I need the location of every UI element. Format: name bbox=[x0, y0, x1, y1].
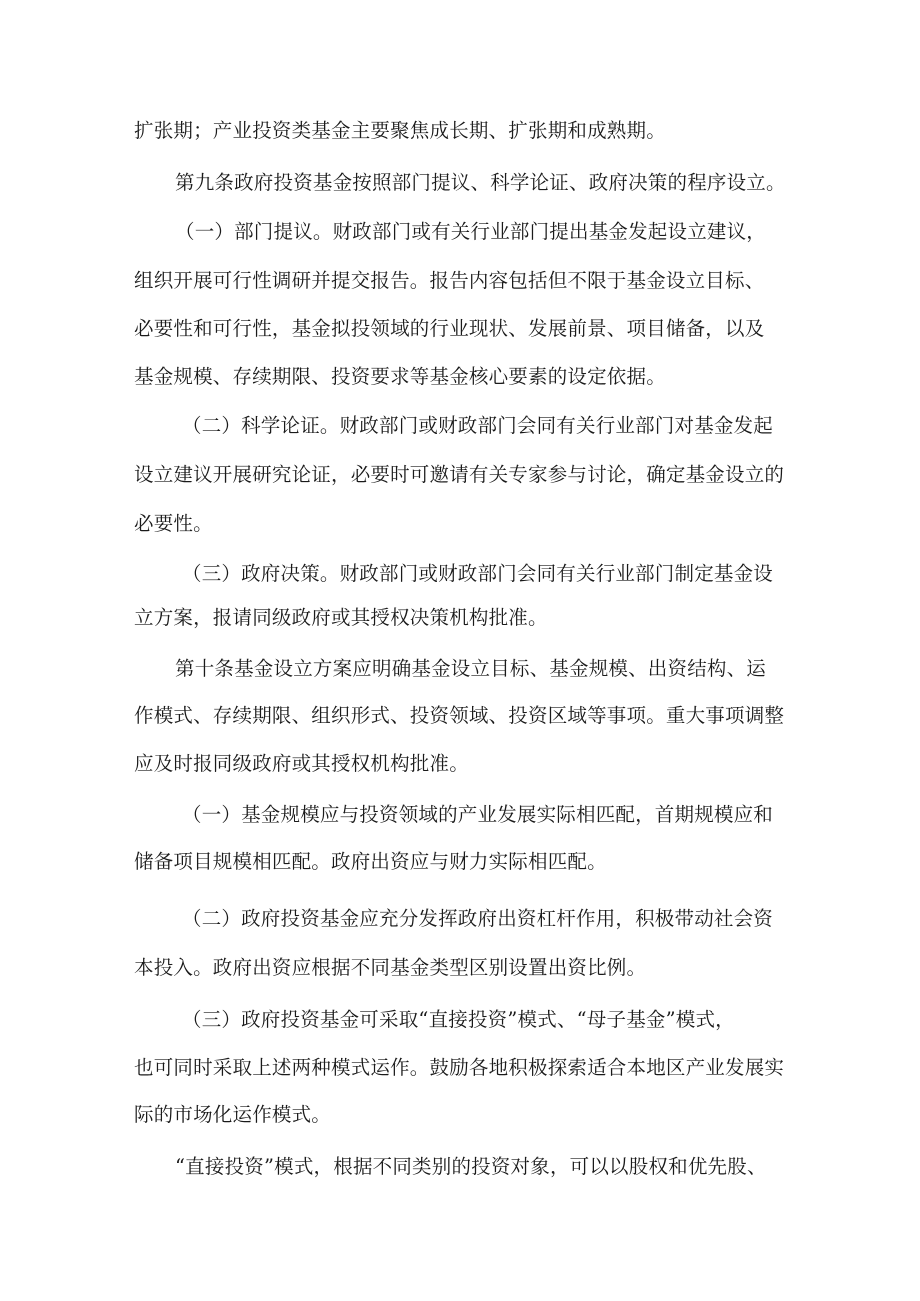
text-line: （二）政府投资基金应充分发挥政府出资杠杆作用，积极带动社会资 bbox=[182, 907, 774, 930]
text-line: 必要性。 bbox=[134, 512, 213, 535]
text-line: 作模式、存续期限、组织形式、投资领域、投资区域等事项。重大事项调整 bbox=[134, 704, 785, 727]
text-line: 第十条基金设立方案应明确基金设立目标、基金规模、出资结构、运 bbox=[175, 657, 767, 680]
text-line: 第九条政府投资基金按照部门提议、科学论证、政府决策的程序设立。 bbox=[175, 171, 786, 194]
text-line: （三）政府决策。财政部门或财政部门会同有关行业部门制定基金设 bbox=[182, 562, 774, 585]
text-line: 应及时报同级政府或其授权机构批准。 bbox=[134, 752, 469, 775]
text-line: 储备项目规模相匹配。政府出资应与财力实际相匹配。 bbox=[134, 850, 607, 873]
text-line: 际的市场化运作模式。 bbox=[134, 1103, 332, 1126]
text-line: 立方案，报请同级政府或其授权决策机构批准。 bbox=[134, 606, 548, 629]
text-line: 也可同时采取上述两种模式运作。鼓励各地积极探索适合本地区产业发展实 bbox=[134, 1056, 785, 1079]
text-line: 必要性和可行性，基金拟投领域的行业现状、发展前景、项目储备，以及 bbox=[134, 317, 765, 340]
text-line: （一）基金规模应与投资领域的产业发展实际相匹配，首期规模应和 bbox=[182, 803, 774, 826]
text-line: 扩张期；产业投资类基金主要聚焦成长期、扩张期和成熟期。 bbox=[134, 119, 666, 142]
text-line: 本投入。政府出资应根据不同基金类型区别设置出资比例。 bbox=[134, 956, 647, 979]
text-line: 设立建议开展研究论证，必要时可邀请有关专家参与讨论，确定基金设立的 bbox=[134, 463, 785, 486]
text-line: “直接投资”模式，根据不同类别的投资对象，可以以股权和优先股、 bbox=[175, 1155, 767, 1178]
text-line: 基金规模、存续期限、投资要求等基金核心要素的设定依据。 bbox=[134, 365, 666, 388]
text-line: （二）科学论证。财政部门或财政部门会同有关行业部门对基金发起 bbox=[182, 414, 774, 437]
text-line: 组织开展可行性调研并提交报告。报告内容包括但不限于基金设立目标、 bbox=[134, 269, 765, 292]
text-line: （三）政府投资基金可采取“直接投资”模式、“母子基金”模式， bbox=[182, 1008, 735, 1031]
text-line: （一）部门提议。财政部门或有关行业部门提出基金发起设立建议， bbox=[175, 220, 767, 243]
